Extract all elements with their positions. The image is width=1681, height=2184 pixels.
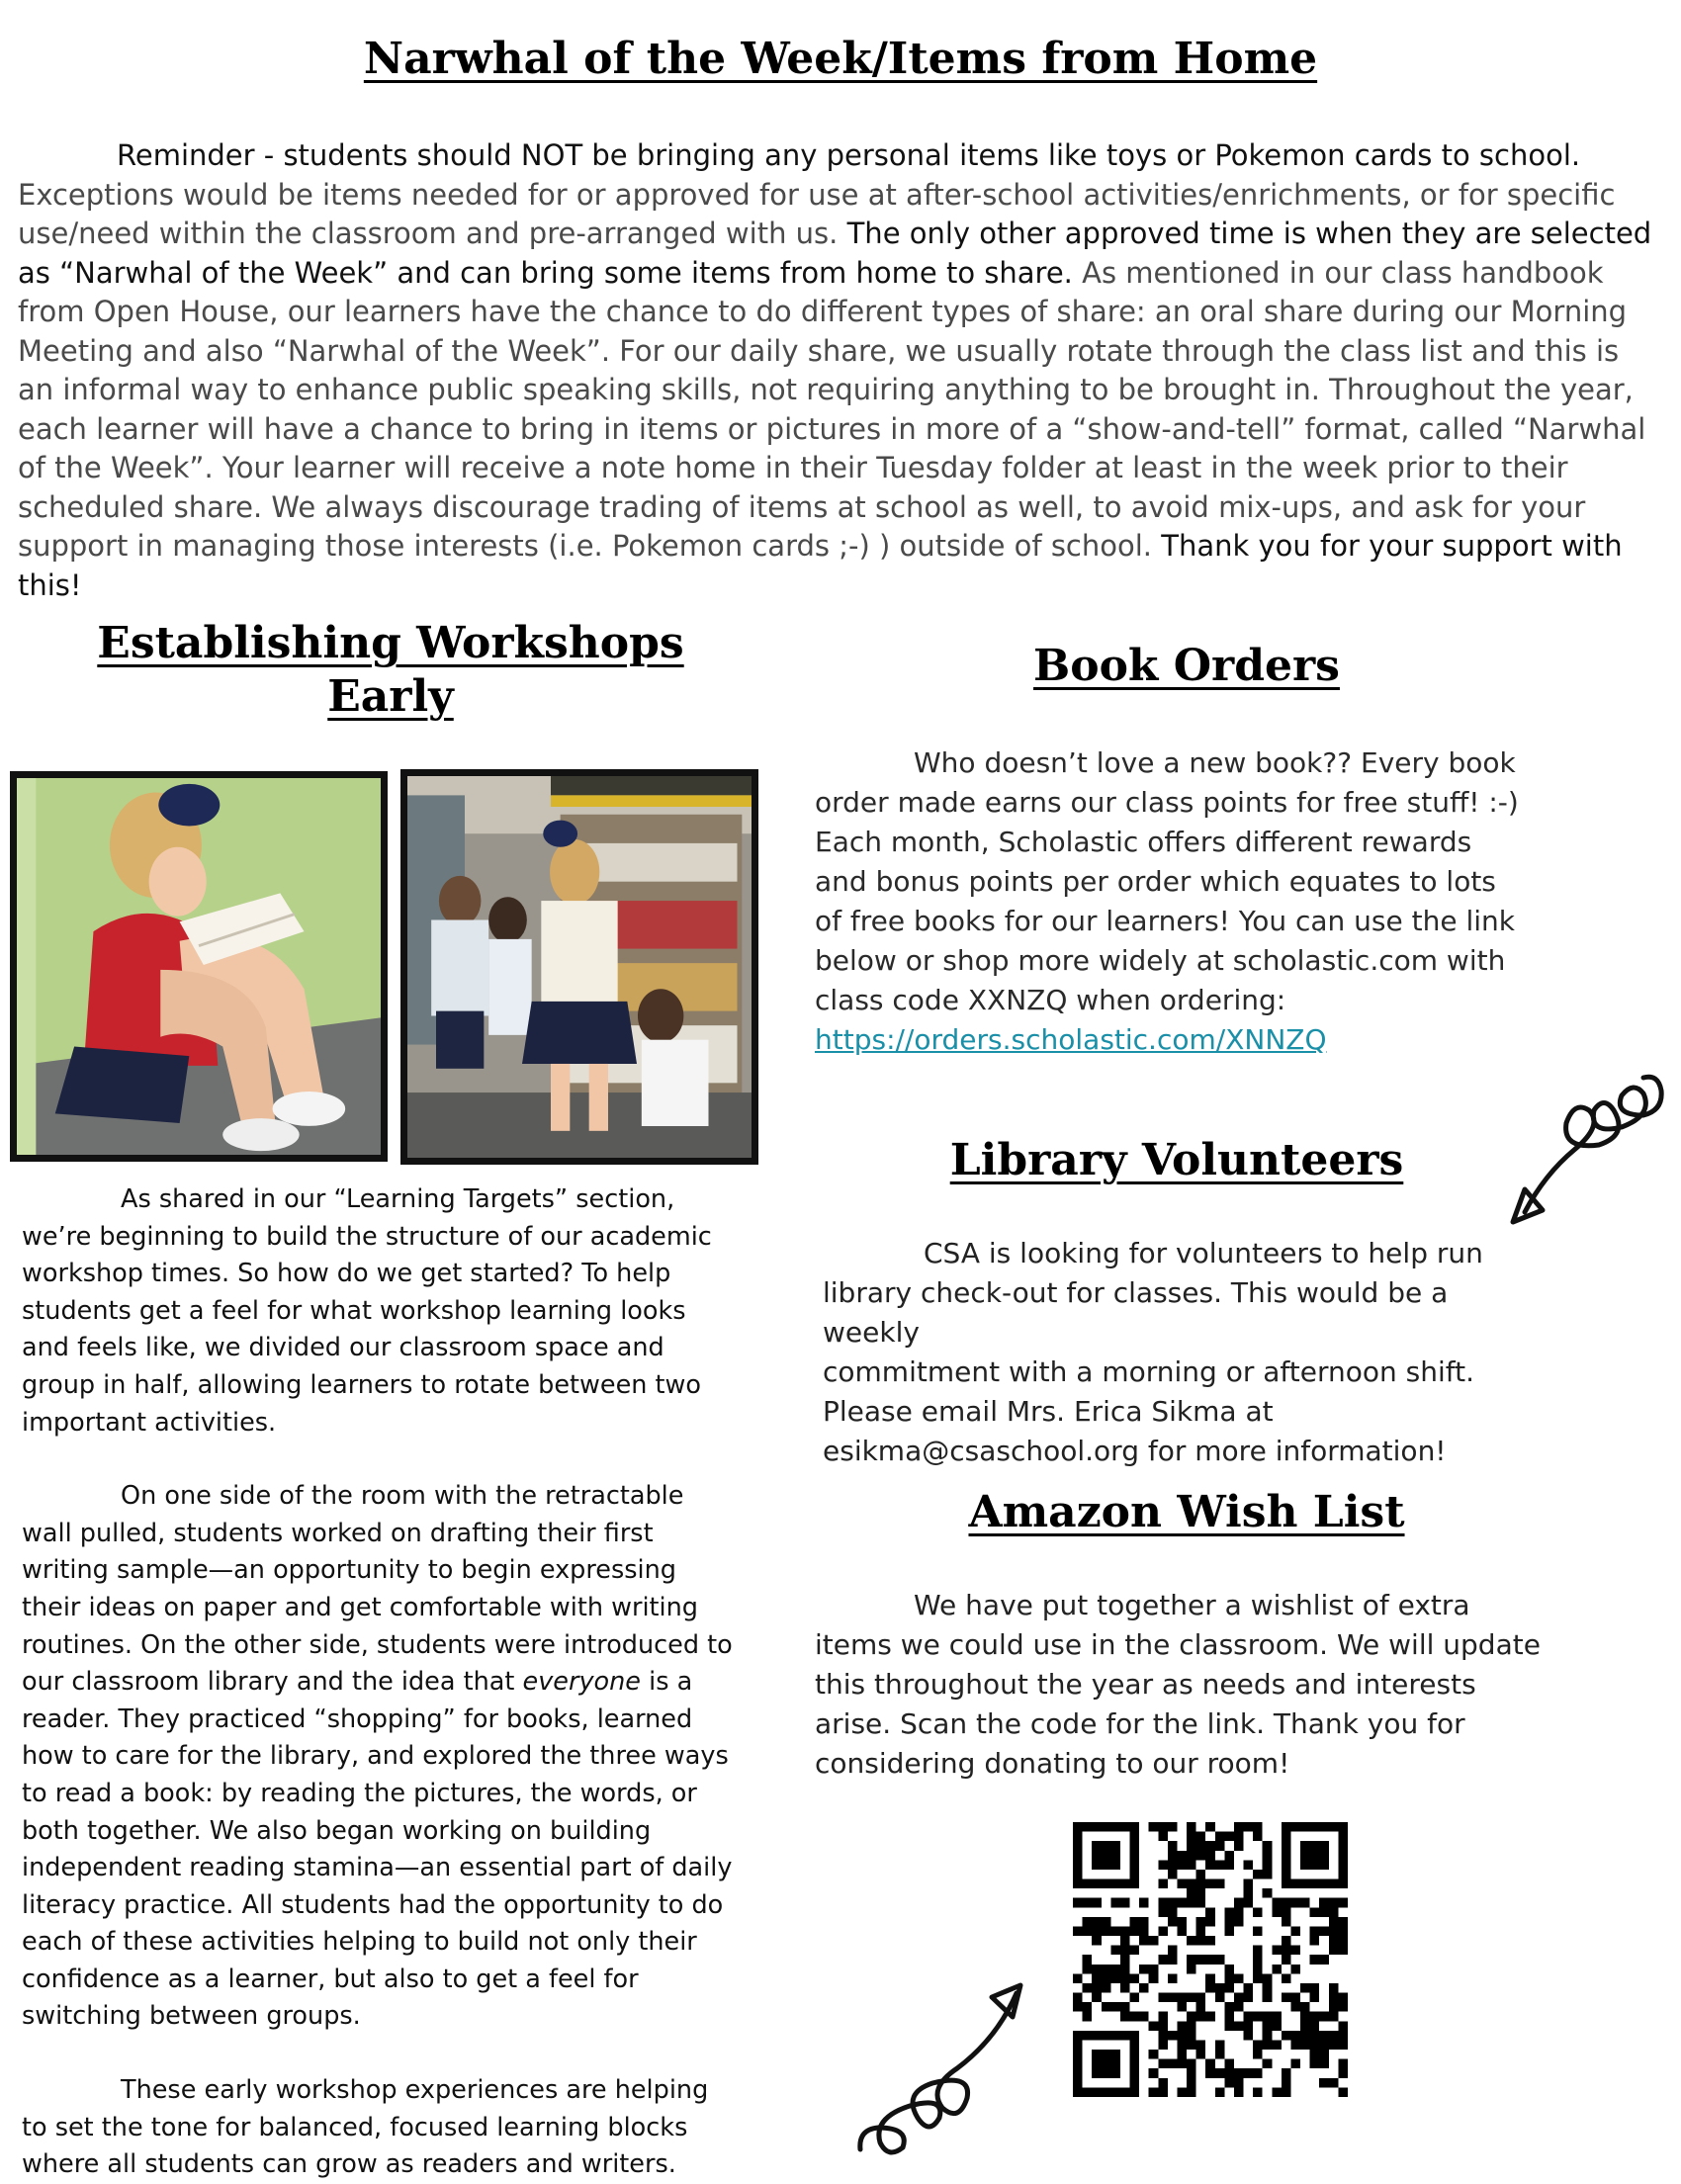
book-orders-link[interactable]: https://orders.scholastic.com/XNNZQ: [815, 1023, 1327, 1056]
workshops-para2-part1: On one side of the room with the retractable wall pulled, students worked on drafting their first writing sample—an opportunity to begin expressing their ideas on paper and get comfortable with writing routines. On the other side, students were introduced to our classroom library and the idea that: [22, 1481, 733, 1698]
amazon-text: We have put together a wishlist of extra items we could use in the classroom. We will update this throughout the year as needs and interests arise. Scan the code for the link. Thank you for considering donating to our room!: [815, 1589, 1541, 1780]
narwhal-body-approved-time: The only other approved time is when they are selected as “Narwhal of the Week” and can bring some items from home to share.: [18, 217, 1652, 290]
book-orders-body: [815, 743, 1527, 1060]
narwhal-body: [18, 136, 1661, 605]
library-line3: commitment with a morning or afternoon shift.: [823, 1355, 1474, 1388]
amazon-body: [815, 1586, 1547, 1784]
book-orders-text: Who doesn’t love a new book?? Every book order made earns our class points for free stuff! :-) Each month, Scholastic offers different rewards and bonus points per order which equates to lots of free books for our learners! You can use the link below or shop more widely at scholastic.com with class code XXNZQ when ordering:: [815, 746, 1519, 1016]
book-orders-title: Book Orders: [1033, 641, 1340, 691]
amazon-title: Amazon Wish List: [968, 1487, 1405, 1537]
library-line4: Please email Mrs. Erica Sikma at: [823, 1395, 1274, 1428]
library-body: [823, 1234, 1535, 1471]
library-title: Library Volunteers: [949, 1135, 1404, 1185]
workshops-para1: As shared in our “Learning Targets” section, we’re beginning to build the structure of our academic workshop times. So how do we get started? To help students get a feel for what workshop learning looks and feels like, we divided our classroom space and group in half, allowing learners to rotate between two important activities.: [22, 1184, 712, 1438]
narwhal-title: Narwhal of the Week/Items from Home: [363, 34, 1318, 84]
workshops-para2-part2: is a reader. They practiced “shopping” for books, learned how to care for the library, and explored the three ways to read a book: by reading the pictures, the words, or both together. We also began working on building independent reading stamina—an essential part of daily literacy practice. All students had the opportunity to do each of these activities helping to build not only their confidence as a learner, but also to get a feel for switching between groups.: [22, 1667, 733, 2032]
workshops-title: [40, 617, 742, 724]
workshops-para2-emphasis: everyone: [522, 1667, 641, 1698]
narwhal-body-exceptions: Exceptions would be items needed for or approved for use at after-school activities/enrichments, or for specific use/need within the classroom and pre-arranged with us.: [18, 177, 1616, 250]
photo-girl-reading: [10, 771, 388, 1162]
workshops-body: [22, 1181, 734, 2184]
qr-code-icon[interactable]: [1073, 1822, 1348, 2097]
narwhal-body-reminder: Reminder - students should NOT be bringing any personal items like toys or Pokemon cards to school.: [117, 138, 1581, 172]
photo-classroom-library: [400, 769, 758, 1165]
workshops-para3: These early workshop experiences are helping to set the tone for balanced, focused learning blocks where all students can grow as readers and writers.: [22, 2075, 709, 2180]
workshops-title-line1: Establishing Workshops: [97, 618, 684, 668]
library-line2: library check-out for classes. This would be a weekly: [823, 1276, 1449, 1349]
curly-arrow-down-icon: [1505, 1056, 1673, 1232]
narwhal-body-thanks: Thank you for your support with this!: [18, 529, 1623, 602]
narwhal-body-share-info: As mentioned in our class handbook from Open House, our learners have the chance to do different types of share: an oral share during our Morning Meeting and also “Narwhal of the Week”. For our daily share, we usually rotate through the class list and this is an informal way to enhance public speaking skills, not requiring anything to be brought in. Throughout the year, each learner will have a chance to bring in items or pictures in more of a “show-and-tell” format, called “Narwhal of the Week”. Your learner will receive a note home in their Tuesday folder at least in the week prior to their scheduled share. We always discourage trading of items at school as well, to avoid mix-ups, and ask for your support in managing those interests (i.e. Pokemon cards ;-) ) outside of school.: [18, 255, 1646, 563]
library-line1: CSA is looking for volunteers to help run: [924, 1237, 1483, 1269]
workshops-title-line2: Early: [327, 671, 454, 722]
library-line5: esikma@csaschool.org for more information!: [823, 1435, 1447, 1467]
curly-arrow-up-icon: [848, 1979, 1026, 2167]
